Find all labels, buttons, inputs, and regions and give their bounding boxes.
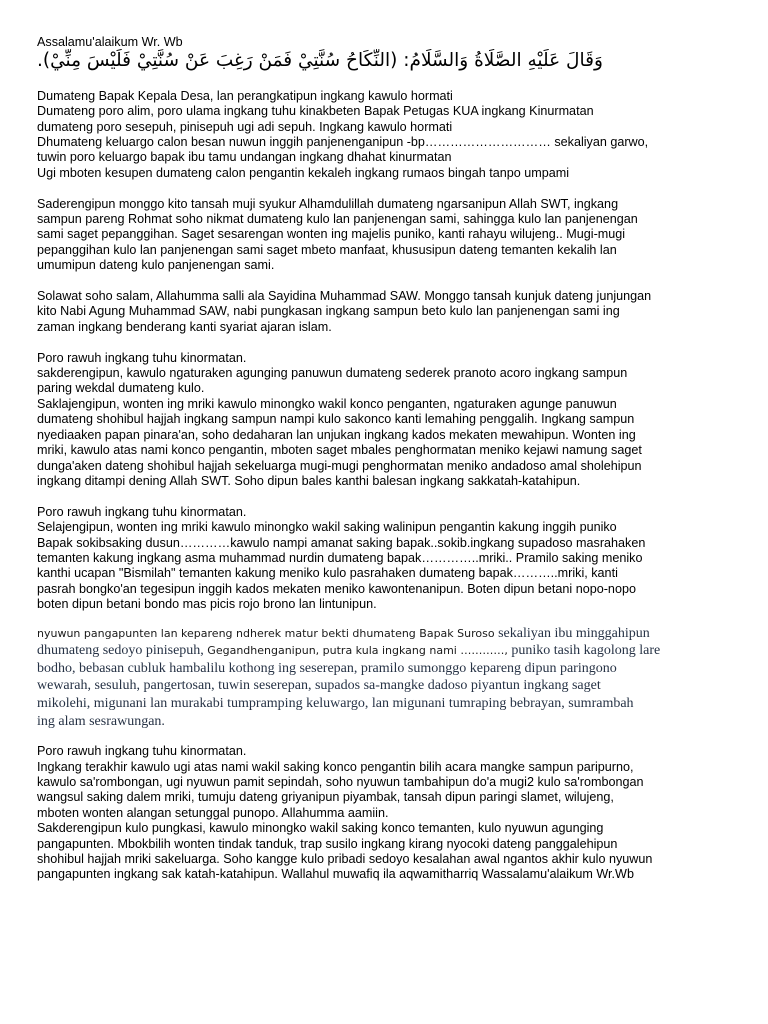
spacer bbox=[37, 335, 732, 350]
text-line: kawulo sa'rombongan, ugi nyuwun pamit sepindah, soho nyuwun tambahipun do'a mugi2 kulo sa'rombongan bbox=[37, 774, 644, 789]
hadith-arabic: وَقَالَ عَلَيْهِ الصَّلَاةُ وَالسَّلَامُ: (النِّكَاحُ سُنَّتِيْ فَمَنْ رَغِبَ عَنْ سُنَّتِيْ فَلَيْسَ مِنِّيْ). bbox=[37, 50, 603, 72]
text-line: nyediaaken papan pinara'an, soho dedaharan lan unjukan ingkang kados mekaten mewahipun. Wonten ing bbox=[37, 427, 636, 442]
text-line: mikolehi, migunani lan murakabi tumpramping keluwargo, lan migunani tumraping bebrayan, sumrambah bbox=[37, 695, 634, 711]
paragraph-gratitude bbox=[37, 197, 732, 274]
text-line: bodho, bebasan cubluk hambalilu kothong ing seserepan, pramilo sumonggo kepareng dipun paringono bbox=[37, 660, 617, 676]
text-line: Poro rawuh ingkang tuhu kinormatan. bbox=[37, 504, 247, 519]
text-line: zaman ingkang benderang kanti syariat ajaran islam. bbox=[37, 319, 332, 334]
text-line: mboten wonten alangan setunggal punopo. Allahumma aamiin. bbox=[37, 805, 389, 820]
text-line: Poro rawuh ingkang tuhu kinormatan. bbox=[37, 350, 247, 365]
spacer bbox=[37, 730, 732, 744]
text-line: kito Nabi Agung Muhammad SAW, nabi pungkasan ingkang sampun beto kulo lan panjenengan sami ing bbox=[37, 304, 620, 319]
text-line: pasrah bongko'an tegesipun inggih kados mekaten meniko kawontenanipun. Boten dipun betani nopo-nopo bbox=[37, 581, 636, 596]
text-line: pepanggihan kulo lan panjenengan sami saget mbeto manfaat, khususipun dateng temanten kekalih lan bbox=[37, 242, 617, 257]
text-line: tuwin poro keluargo bapak ibu tamu undangan ingkang dhahat kinurmatan bbox=[37, 150, 452, 165]
paragraph-closing bbox=[37, 744, 732, 883]
text-line bbox=[37, 625, 732, 643]
text-line: wangsul saking dalem mriki, tumuju dateng griyanipun piyambak, tansah dipun paringi slamet, wilujeng, bbox=[37, 790, 614, 805]
text-line: Dhumateng keluargo calon besan nuwun inggih panjenenganipun -bp………………………… sekaliyan garwo, bbox=[37, 135, 649, 150]
text-line: wewarah, sesuluh, pangertosan, tuwin seserepan, supados sa-mangke dadoso piyantun ingkang saget bbox=[37, 678, 601, 694]
text-line bbox=[37, 642, 732, 660]
text-line: Selajengipun, wonten ing mriki kawulo minongko wakil saking walinipun pengantin kakung inggih puniko bbox=[37, 520, 617, 535]
text-line: dumateng poro sesepuh, pinisepuh ugi adi sepuh. Ingkang kawulo hormati bbox=[37, 119, 453, 134]
text-line: pangapunten ingkang sak katah-katahipun. Wallahul muwafiq ila aqwamitharriq Wassalamu'alaikum Wr.Wb bbox=[37, 867, 634, 882]
greeting: Assalamu'alaikum Wr. Wb bbox=[37, 35, 183, 49]
text-line: Saklajengipun, wonten ing mriki kawulo minongko wakil konco penganten, ngaturaken agunge panuwun bbox=[37, 396, 617, 411]
text-run: Gegandhenganipun, putra kula ingkang nami …………, bbox=[203, 644, 508, 658]
text-line: Sakderengipun kulo pungkasi, kawulo minongko wakil saking konco temanten, kulo nyuwun agunging bbox=[37, 821, 604, 836]
text-line: Ingkang terakhir kawulo ugi atas nami wakil saking konco pengantin bilih acara mangke sampun paripurno, bbox=[37, 759, 634, 774]
text-line: sampun pareng Rohmat soho nikmat dumateng kulo lan panjenengan sami, sahingga kulo lan panjenengan bbox=[37, 212, 638, 227]
text-line: Bapak sokibsaking dusun…………kawulo nampi amanat saking bapak..sokib.ingkang supadoso masrahaken bbox=[37, 535, 646, 550]
text-line: Ugi mboten kesupen dumateng calon pengantin kekaleh ingkang rumaos bingah tanpo umpami bbox=[37, 165, 570, 180]
spacer bbox=[37, 489, 732, 504]
text-line: ingkang ditampi dening Allah SWT. Soho dipun bales kanthi balesan ingkang sakkatah-katahipun. bbox=[37, 473, 581, 488]
text-line: kanthi ucapan "Bismilah" temanten kakung meniko kulo pasrahaken dumateng bapak………..mriki, kanti bbox=[37, 566, 618, 581]
paragraph-apology-guidance bbox=[37, 625, 732, 731]
spacer bbox=[37, 181, 732, 196]
spacer bbox=[37, 73, 732, 88]
text-line: Poro rawuh ingkang tuhu kinormatan. bbox=[37, 744, 247, 759]
text-line: paring wekdal dumateng kulo. bbox=[37, 381, 205, 396]
spacer bbox=[37, 613, 732, 625]
text-run: puniko tasih kagolong lare bbox=[507, 643, 661, 659]
text-line: mriki, kawulo atas nami konco pengantin, mboten saget mbales penghormatan meniko kejawi namung saget bbox=[37, 443, 642, 458]
text-line: Saderengipun monggo kito tansah muji syukur Alhamdulillah dumateng ngarsanipun Allah SWT, ingkang bbox=[37, 196, 619, 211]
paragraph-handover bbox=[37, 505, 732, 613]
text-line: Dumateng poro alim, poro ulama ingkang tuhu kinakbeten Bapak Petugas KUA ingkang Kinurmatan bbox=[37, 104, 594, 119]
text-line: shohibul hajjah mriki sakeluarga. Soho kangge kulo pribadi sedoyo kesalahan awal ngantos akhir kulo nyuwun bbox=[37, 851, 653, 866]
text-line: temanten kakung ingkang asma muhammad nurdin dumateng bapak…………..mriki.. Pramilo saking meniko bbox=[37, 550, 643, 565]
text-run: nyuwun pangapunten lan kepareng ndherek matur bekti dhumateng Bapak Suroso bbox=[37, 626, 495, 640]
text-line: umumipun dateng kulo panjenengan sami. bbox=[37, 258, 275, 273]
text-line: pangapunten. Mbokbilih wonten tindak tanduk, trap susilo ingkang kirang nyocoki dateng panggalehipun bbox=[37, 836, 618, 851]
paragraph-salutations bbox=[37, 89, 732, 181]
text-line: Solawat soho salam, Allahumma salli ala Sayidina Muhammad SAW. Monggo tansah kunjuk dateng junjungan bbox=[37, 289, 652, 304]
text-line: Dumateng Bapak Kepala Desa, lan perangkatipun ingkang kawulo hormati bbox=[37, 88, 453, 103]
text-line: dumateng shohibul hajjah ingkang sampun nampi kulo sakonco kanti lemahing penggalih. Ingkang sampun bbox=[37, 412, 635, 427]
text-line: sakderengipun, kawulo ngaturaken agunging panuwun dumateng sederek pranoto acoro ingkang sampun bbox=[37, 366, 628, 381]
text-line: sami saget pepanggihan. Saget sesarengan wonten ing majelis puniko, kanti rahayu wilujeng.. Mugi-mugi bbox=[37, 227, 626, 242]
text-run: dhumateng sedoyo pinisepuh, bbox=[37, 643, 204, 659]
text-run: sekaliyan ibu minggahipun bbox=[494, 625, 650, 641]
paragraph-thanks-host bbox=[37, 351, 732, 490]
paragraph-salawat bbox=[37, 289, 732, 335]
spacer bbox=[37, 274, 732, 289]
text-line: ing alam sesrawungan. bbox=[37, 713, 165, 729]
text-line: dunga'aken dateng shohibul hajjah sekeluarga mugi-mugi penghormatan meniko andadoso amal sholehipun bbox=[37, 458, 642, 473]
text-line: boten dipun betani bondo mas picis rojo brono lan lintunipun. bbox=[37, 597, 377, 612]
